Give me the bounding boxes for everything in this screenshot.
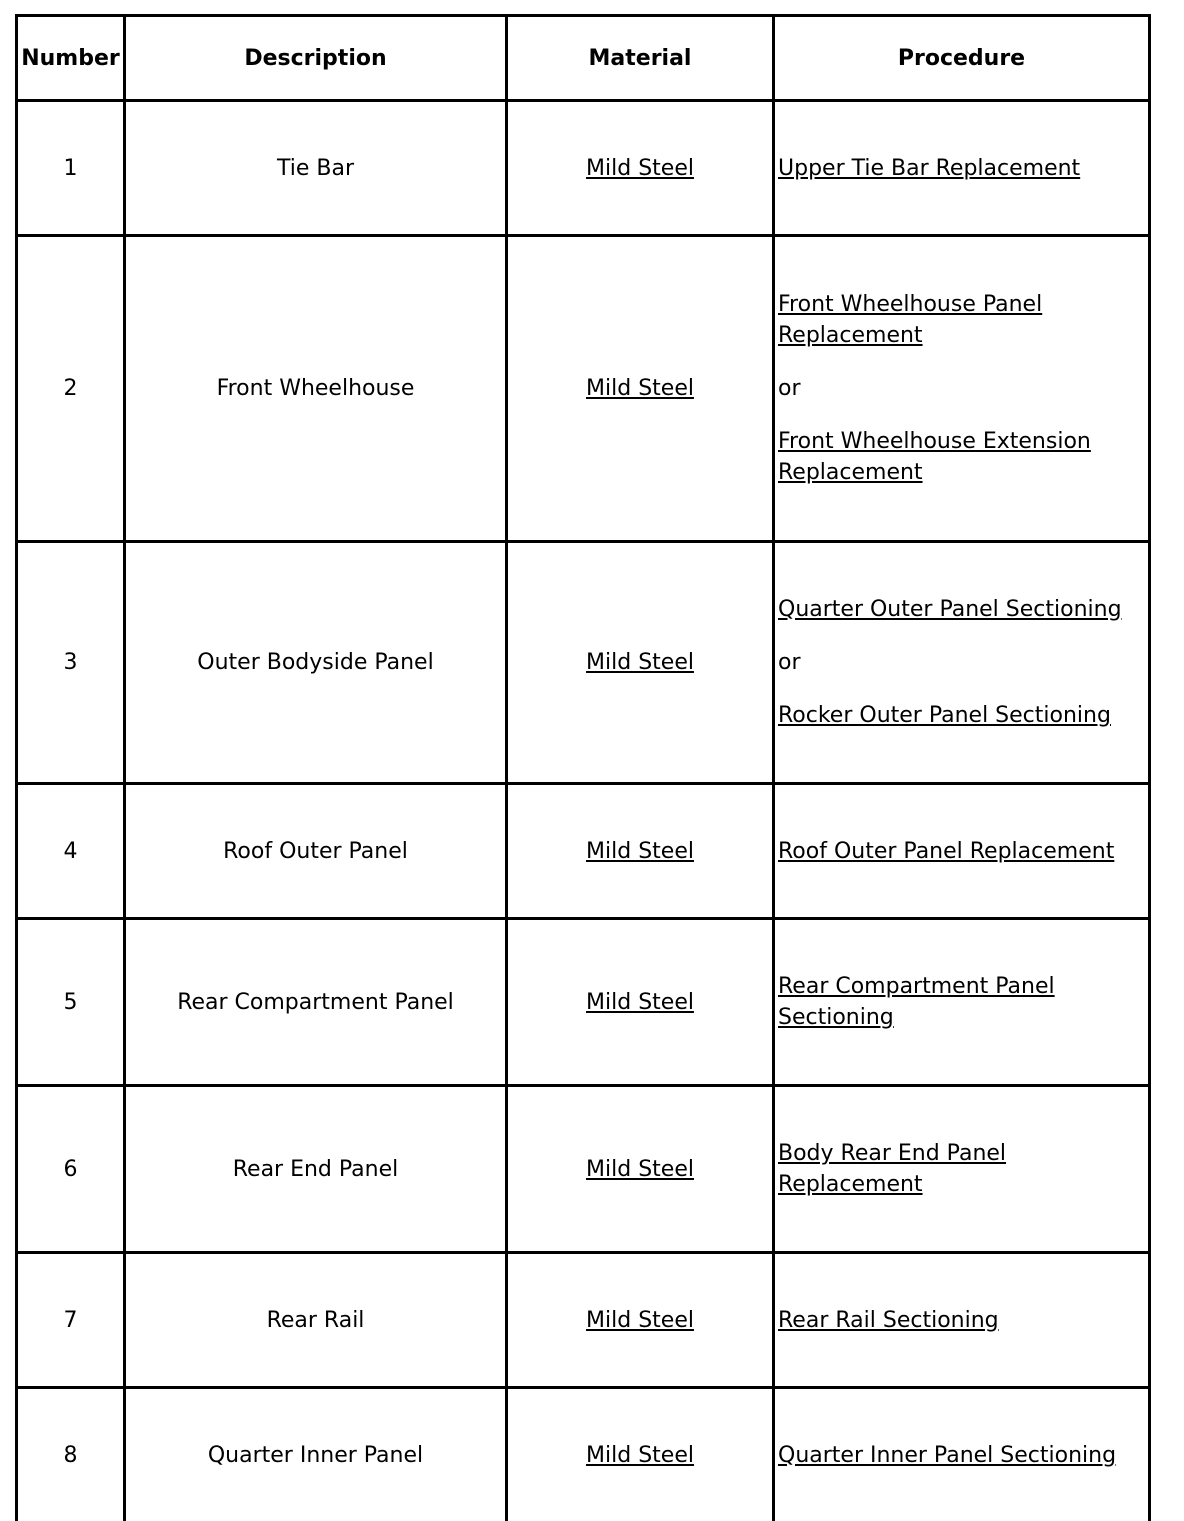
row-description: Quarter Inner Panel [123,1386,505,1521]
material-link[interactable]: Mild Steel [586,1156,694,1182]
material-link[interactable]: Mild Steel [586,376,694,401]
row-number: 6 [15,1084,123,1251]
table-row [15,1084,1151,1251]
parts-table [15,14,1151,1521]
procedure-link[interactable]: Rear Rail Sectioning [778,1307,999,1333]
table-row [15,99,1151,234]
procedure-link[interactable]: Front Wheelhouse Panel Replacement [778,292,1043,348]
header-description: Description [123,14,505,99]
material-link[interactable]: Mild Steel [586,989,694,1015]
table-row [15,1251,1151,1386]
row-number: 2 [15,234,123,540]
procedure-link[interactable]: Quarter Inner Panel Sectioning [778,1442,1117,1468]
or-separator: or [778,650,801,675]
procedure-cell [772,1084,1151,1251]
row-number: 4 [15,782,123,917]
procedure-link[interactable]: Quarter Outer Panel Sectioning [778,597,1122,622]
procedure-cell [772,1251,1151,1386]
material-link[interactable]: Mild Steel [586,1307,694,1333]
row-number: 8 [15,1386,123,1521]
procedure-link-alt[interactable]: Rocker Outer Panel Sectioning [778,703,1111,728]
table-row [15,540,1151,782]
material-link[interactable]: Mild Steel [586,155,694,181]
or-separator: or [778,376,801,401]
header-number: Number [15,14,123,99]
header-procedure: Procedure [772,14,1151,99]
row-number: 5 [15,917,123,1084]
table-row [15,917,1151,1084]
header-row [15,14,1151,99]
row-description: Rear Compartment Panel [123,917,505,1084]
row-number: 1 [15,99,123,234]
row-number: 7 [15,1251,123,1386]
procedure-link[interactable]: Roof Outer Panel Replacement [778,838,1115,864]
row-description: Tie Bar [123,99,505,234]
row-description: Rear Rail [123,1251,505,1386]
row-description: Roof Outer Panel [123,782,505,917]
header-material: Material [505,14,772,99]
procedure-cell [772,917,1151,1084]
table-row [15,1386,1151,1521]
procedure-cell [772,234,1151,540]
procedure-cell [772,782,1151,917]
procedure-cell [772,1386,1151,1521]
procedure-link[interactable]: Body Rear End Panel Replacement [778,1141,1007,1197]
row-number: 3 [15,540,123,782]
material-link[interactable]: Mild Steel [586,650,694,675]
material-link[interactable]: Mild Steel [586,1442,694,1468]
procedure-cell [772,99,1151,234]
row-description: Outer Bodyside Panel [123,540,505,782]
table-row [15,782,1151,917]
procedure-link-alt[interactable]: Front Wheelhouse Extension Replacement [778,429,1091,485]
procedure-cell [772,540,1151,782]
row-description: Front Wheelhouse [123,234,505,540]
material-link[interactable]: Mild Steel [586,838,694,864]
row-description: Rear End Panel [123,1084,505,1251]
procedure-link[interactable]: Rear Compartment Panel Sectioning [778,974,1055,1030]
procedure-link[interactable]: Upper Tie Bar Replacement [778,155,1081,181]
table-row [15,234,1151,540]
